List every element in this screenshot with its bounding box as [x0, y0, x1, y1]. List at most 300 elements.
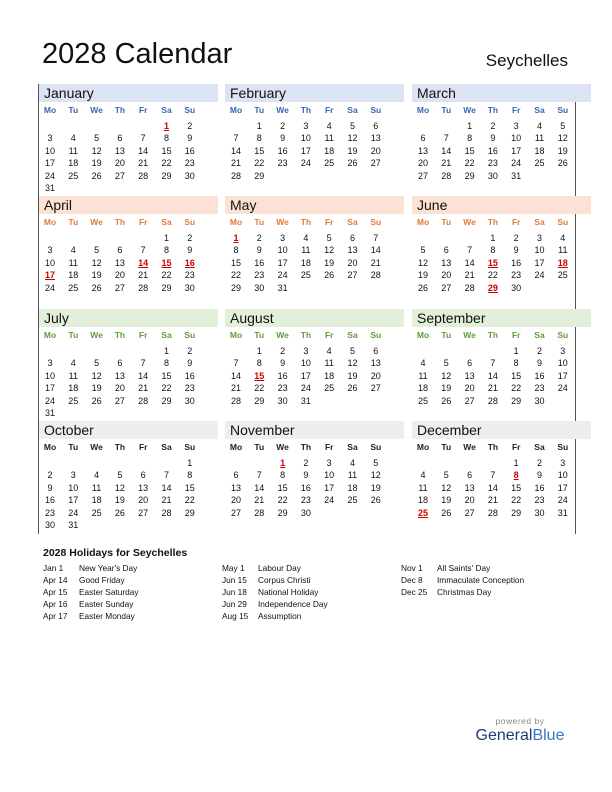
calendar-day[interactable]: 16	[277, 370, 288, 381]
calendar-day[interactable]: 26	[324, 270, 335, 281]
calendar-day[interactable]: 24	[300, 383, 311, 394]
calendar-day[interactable]: 21	[487, 495, 498, 506]
calendar-day[interactable]: 29	[254, 170, 265, 181]
calendar-day[interactable]: 19	[324, 257, 335, 268]
calendar-day[interactable]: 27	[370, 383, 381, 394]
calendar-day[interactable]: 1	[256, 346, 262, 356]
calendar-day[interactable]: 12	[91, 145, 102, 156]
calendar-day[interactable]: 4	[303, 233, 309, 243]
calendar-day[interactable]: 28	[138, 170, 149, 181]
calendar-day[interactable]: 1	[513, 458, 519, 468]
calendar-day[interactable]: 26	[370, 495, 381, 506]
calendar-day[interactable]: 26	[347, 158, 358, 169]
calendar-day[interactable]: 6	[467, 470, 473, 481]
calendar-day[interactable]: 31	[511, 170, 522, 181]
calendar-day[interactable]: 30	[184, 395, 195, 406]
calendar-day[interactable]: 13	[138, 482, 149, 493]
calendar-day[interactable]: 23	[300, 495, 311, 506]
calendar-day[interactable]: 6	[117, 358, 123, 369]
calendar-day[interactable]: 9	[187, 133, 193, 144]
calendar-day[interactable]: 5	[443, 470, 449, 481]
calendar-day[interactable]: 19	[91, 383, 102, 394]
calendar-day[interactable]: 20	[464, 383, 475, 394]
holiday-day[interactable]: 17	[44, 270, 55, 281]
calendar-day[interactable]: 11	[418, 370, 428, 381]
calendar-day[interactable]: 18	[347, 482, 358, 493]
calendar-day[interactable]: 9	[303, 470, 309, 481]
calendar-day[interactable]: 11	[324, 133, 334, 144]
calendar-day[interactable]: 17	[557, 370, 568, 381]
calendar-day[interactable]: 27	[230, 507, 241, 518]
calendar-day[interactable]: 28	[230, 170, 241, 181]
calendar-day[interactable]: 4	[70, 245, 76, 256]
calendar-day[interactable]: 1	[467, 121, 473, 131]
calendar-day[interactable]: 18	[91, 495, 102, 506]
calendar-day[interactable]: 12	[114, 482, 125, 493]
calendar-day[interactable]: 29	[161, 282, 172, 293]
calendar-day[interactable]: 8	[163, 133, 169, 144]
calendar-day[interactable]: 26	[441, 395, 452, 406]
calendar-day[interactable]: 11	[347, 470, 358, 481]
calendar-day[interactable]: 28	[487, 507, 498, 518]
holiday-day[interactable]: 1	[233, 233, 239, 243]
calendar-day[interactable]: 7	[256, 470, 262, 481]
calendar-day[interactable]: 5	[94, 358, 100, 369]
calendar-day[interactable]: 25	[324, 158, 335, 169]
calendar-day[interactable]: 25	[68, 395, 79, 406]
calendar-day[interactable]: 12	[324, 245, 335, 256]
calendar-day[interactable]: 26	[347, 383, 358, 394]
calendar-day[interactable]: 31	[44, 183, 55, 193]
calendar-day[interactable]: 18	[324, 370, 335, 381]
calendar-day[interactable]: 5	[117, 470, 123, 481]
calendar-day[interactable]: 10	[68, 482, 79, 493]
calendar-day[interactable]: 2	[187, 121, 193, 131]
calendar-day[interactable]: 19	[417, 270, 428, 281]
calendar-day[interactable]: 20	[114, 158, 125, 169]
calendar-day[interactable]: 7	[140, 133, 146, 144]
calendar-day[interactable]: 24	[300, 158, 311, 169]
calendar-day[interactable]: 24	[557, 383, 568, 394]
calendar-day[interactable]: 27	[138, 507, 149, 518]
calendar-day[interactable]: 15	[184, 482, 195, 493]
calendar-day[interactable]: 18	[68, 270, 79, 281]
calendar-day[interactable]: 27	[441, 282, 452, 293]
calendar-day[interactable]: 30	[254, 282, 265, 293]
calendar-day[interactable]: 19	[347, 370, 358, 381]
calendar-day[interactable]: 1	[256, 121, 262, 131]
calendar-day[interactable]: 7	[233, 358, 239, 369]
holiday-day[interactable]: 1	[163, 121, 169, 131]
calendar-day[interactable]: 5	[349, 346, 355, 356]
calendar-day[interactable]: 15	[254, 145, 265, 156]
calendar-day[interactable]: 6	[117, 133, 123, 144]
calendar-day[interactable]: 10	[300, 358, 311, 369]
calendar-day[interactable]: 24	[44, 282, 55, 293]
calendar-day[interactable]: 7	[140, 358, 146, 369]
calendar-day[interactable]: 13	[114, 145, 125, 156]
calendar-day[interactable]: 21	[441, 158, 452, 169]
calendar-day[interactable]: 19	[370, 482, 381, 493]
calendar-day[interactable]: 23	[277, 158, 288, 169]
calendar-day[interactable]: 26	[91, 282, 102, 293]
calendar-day[interactable]: 28	[370, 270, 381, 281]
calendar-day[interactable]: 12	[417, 257, 428, 268]
calendar-day[interactable]: 9	[513, 245, 519, 256]
calendar-day[interactable]: 8	[163, 358, 169, 369]
calendar-day[interactable]: 13	[464, 370, 475, 381]
calendar-day[interactable]: 9	[47, 482, 53, 493]
calendar-day[interactable]: 16	[254, 257, 265, 268]
calendar-day[interactable]: 14	[230, 370, 241, 381]
calendar-day[interactable]: 2	[187, 233, 193, 243]
calendar-day[interactable]: 25	[91, 507, 102, 518]
calendar-day[interactable]: 2	[513, 233, 519, 243]
calendar-day[interactable]: 3	[280, 233, 286, 243]
calendar-day[interactable]: 16	[300, 482, 311, 493]
calendar-day[interactable]: 6	[467, 358, 473, 369]
calendar-day[interactable]: 16	[277, 145, 288, 156]
calendar-day[interactable]: 16	[511, 257, 522, 268]
calendar-day[interactable]: 11	[68, 145, 78, 156]
calendar-day[interactable]: 20	[370, 145, 381, 156]
calendar-day[interactable]: 3	[326, 458, 332, 468]
calendar-day[interactable]: 29	[161, 395, 172, 406]
calendar-day[interactable]: 22	[277, 495, 288, 506]
calendar-day[interactable]: 5	[326, 233, 332, 243]
calendar-day[interactable]: 21	[370, 257, 381, 268]
calendar-day[interactable]: 10	[324, 470, 335, 481]
calendar-day[interactable]: 16	[487, 145, 498, 156]
calendar-day[interactable]: 18	[68, 158, 79, 169]
calendar-day[interactable]: 4	[536, 121, 542, 131]
holiday-day[interactable]: 15	[254, 370, 265, 381]
calendar-day[interactable]: 22	[184, 495, 195, 506]
calendar-day[interactable]: 25	[68, 282, 79, 293]
calendar-day[interactable]: 28	[138, 282, 149, 293]
calendar-day[interactable]: 20	[347, 257, 358, 268]
calendar-day[interactable]: 6	[233, 470, 239, 481]
calendar-day[interactable]: 11	[558, 245, 568, 256]
calendar-day[interactable]: 31	[68, 520, 79, 530]
calendar-day[interactable]: 8	[256, 358, 262, 369]
calendar-day[interactable]: 25	[68, 170, 79, 181]
calendar-day[interactable]: 2	[536, 346, 542, 356]
calendar-day[interactable]: 18	[417, 383, 428, 394]
calendar-day[interactable]: 26	[441, 507, 452, 518]
calendar-day[interactable]: 1	[513, 346, 519, 356]
calendar-day[interactable]: 24	[534, 270, 545, 281]
calendar-day[interactable]: 16	[44, 495, 55, 506]
calendar-day[interactable]: 8	[280, 470, 286, 481]
calendar-day[interactable]: 7	[233, 133, 239, 144]
calendar-day[interactable]: 17	[324, 482, 335, 493]
calendar-day[interactable]: 5	[94, 245, 100, 256]
calendar-day[interactable]: 2	[303, 458, 309, 468]
calendar-day[interactable]: 9	[187, 245, 193, 256]
calendar-day[interactable]: 8	[163, 245, 169, 256]
calendar-day[interactable]: 20	[138, 495, 149, 506]
calendar-day[interactable]: 17	[44, 158, 55, 169]
calendar-day[interactable]: 23	[184, 158, 195, 169]
calendar-day[interactable]: 24	[277, 270, 288, 281]
calendar-day[interactable]: 6	[373, 346, 379, 356]
calendar-day[interactable]: 1	[163, 233, 169, 243]
calendar-day[interactable]: 7	[490, 358, 496, 369]
holiday-day[interactable]: 14	[138, 257, 149, 268]
calendar-day[interactable]: 13	[441, 257, 452, 268]
calendar-day[interactable]: 15	[511, 370, 522, 381]
calendar-day[interactable]: 24	[511, 158, 522, 169]
calendar-day[interactable]: 8	[187, 470, 193, 481]
calendar-day[interactable]: 19	[347, 145, 358, 156]
calendar-day[interactable]: 15	[464, 145, 475, 156]
calendar-day[interactable]: 20	[370, 370, 381, 381]
calendar-day[interactable]: 14	[138, 370, 149, 381]
calendar-day[interactable]: 7	[467, 245, 473, 256]
calendar-day[interactable]: 18	[68, 383, 79, 394]
calendar-day[interactable]: 24	[44, 395, 55, 406]
calendar-day[interactable]: 26	[114, 507, 125, 518]
calendar-day[interactable]: 22	[511, 383, 522, 394]
calendar-day[interactable]: 7	[140, 245, 146, 256]
calendar-day[interactable]: 4	[70, 133, 76, 144]
calendar-day[interactable]: 22	[254, 383, 265, 394]
calendar-day[interactable]: 12	[347, 358, 358, 369]
calendar-day[interactable]: 19	[441, 495, 452, 506]
calendar-day[interactable]: 23	[534, 383, 545, 394]
calendar-day[interactable]: 16	[184, 145, 195, 156]
calendar-day[interactable]: 27	[370, 158, 381, 169]
holiday-day[interactable]: 25	[417, 507, 428, 518]
calendar-day[interactable]: 24	[324, 495, 335, 506]
calendar-day[interactable]: 11	[324, 358, 334, 369]
calendar-day[interactable]: 6	[140, 470, 146, 481]
calendar-day[interactable]: 6	[117, 245, 123, 256]
calendar-day[interactable]: 26	[91, 170, 102, 181]
calendar-day[interactable]: 7	[443, 133, 449, 144]
calendar-day[interactable]: 27	[114, 170, 125, 181]
calendar-day[interactable]: 11	[418, 482, 428, 493]
calendar-day[interactable]: 29	[184, 507, 195, 518]
calendar-day[interactable]: 20	[417, 158, 428, 169]
calendar-day[interactable]: 7	[163, 470, 169, 481]
calendar-day[interactable]: 21	[161, 495, 172, 506]
calendar-day[interactable]: 30	[511, 282, 522, 293]
calendar-day[interactable]: 30	[184, 282, 195, 293]
calendar-day[interactable]: 25	[417, 395, 428, 406]
calendar-day[interactable]: 4	[326, 346, 332, 356]
calendar-day[interactable]: 16	[534, 482, 545, 493]
calendar-day[interactable]: 2	[280, 121, 286, 131]
calendar-day[interactable]: 23	[254, 270, 265, 281]
calendar-day[interactable]: 13	[464, 482, 475, 493]
calendar-day[interactable]: 8	[490, 245, 496, 256]
calendar-day[interactable]: 10	[44, 370, 55, 381]
calendar-day[interactable]: 25	[347, 495, 358, 506]
calendar-day[interactable]: 21	[230, 158, 241, 169]
calendar-day[interactable]: 21	[138, 383, 149, 394]
calendar-day[interactable]: 2	[256, 233, 262, 243]
calendar-day[interactable]: 29	[511, 395, 522, 406]
calendar-day[interactable]: 17	[511, 145, 522, 156]
calendar-day[interactable]: 22	[161, 383, 172, 394]
calendar-day[interactable]: 30	[184, 170, 195, 181]
calendar-day[interactable]: 9	[256, 245, 262, 256]
calendar-day[interactable]: 12	[557, 133, 568, 144]
calendar-day[interactable]: 5	[373, 458, 379, 468]
calendar-day[interactable]: 23	[534, 495, 545, 506]
calendar-day[interactable]: 18	[324, 145, 335, 156]
calendar-day[interactable]: 7	[373, 233, 379, 243]
calendar-day[interactable]: 19	[91, 270, 102, 281]
calendar-day[interactable]: 4	[326, 121, 332, 131]
calendar-day[interactable]: 19	[557, 145, 568, 156]
calendar-day[interactable]: 24	[557, 495, 568, 506]
calendar-day[interactable]: 28	[464, 282, 475, 293]
calendar-day[interactable]: 11	[301, 245, 311, 256]
calendar-day[interactable]: 27	[114, 395, 125, 406]
calendar-day[interactable]: 2	[490, 121, 496, 131]
calendar-day[interactable]: 10	[511, 133, 522, 144]
calendar-day[interactable]: 19	[114, 495, 125, 506]
calendar-day[interactable]: 16	[184, 370, 195, 381]
calendar-day[interactable]: 5	[560, 121, 566, 131]
calendar-day[interactable]: 22	[487, 270, 498, 281]
calendar-day[interactable]: 15	[161, 370, 172, 381]
calendar-day[interactable]: 21	[138, 270, 149, 281]
calendar-day[interactable]: 15	[277, 482, 288, 493]
calendar-day[interactable]: 17	[68, 495, 79, 506]
calendar-day[interactable]: 10	[557, 358, 568, 369]
calendar-day[interactable]: 28	[230, 395, 241, 406]
calendar-day[interactable]: 17	[300, 145, 311, 156]
calendar-day[interactable]: 5	[420, 245, 426, 256]
calendar-day[interactable]: 20	[441, 270, 452, 281]
calendar-day[interactable]: 18	[300, 257, 311, 268]
calendar-day[interactable]: 5	[443, 358, 449, 369]
calendar-day[interactable]: 11	[68, 257, 78, 268]
calendar-day[interactable]: 9	[536, 470, 542, 481]
calendar-day[interactable]: 3	[47, 358, 53, 369]
calendar-day[interactable]: 2	[280, 346, 286, 356]
calendar-day[interactable]: 14	[487, 482, 498, 493]
calendar-day[interactable]: 27	[417, 170, 428, 181]
calendar-day[interactable]: 3	[560, 346, 566, 356]
calendar-day[interactable]: 17	[300, 370, 311, 381]
calendar-day[interactable]: 12	[441, 482, 452, 493]
holiday-day[interactable]: 29	[487, 282, 498, 293]
holiday-day[interactable]: 16	[184, 257, 195, 268]
calendar-day[interactable]: 9	[536, 358, 542, 369]
calendar-day[interactable]: 12	[370, 470, 381, 481]
calendar-day[interactable]: 6	[373, 121, 379, 131]
calendar-day[interactable]: 3	[536, 233, 542, 243]
calendar-day[interactable]: 29	[511, 507, 522, 518]
calendar-day[interactable]: 14	[230, 145, 241, 156]
calendar-day[interactable]: 30	[534, 507, 545, 518]
calendar-day[interactable]: 15	[230, 257, 241, 268]
calendar-day[interactable]: 25	[324, 383, 335, 394]
calendar-day[interactable]: 22	[511, 495, 522, 506]
calendar-day[interactable]: 3	[560, 458, 566, 468]
calendar-day[interactable]: 12	[441, 370, 452, 381]
calendar-day[interactable]: 1	[490, 233, 496, 243]
calendar-day[interactable]: 4	[420, 358, 426, 369]
calendar-day[interactable]: 22	[230, 270, 241, 281]
calendar-day[interactable]: 10	[44, 145, 55, 156]
calendar-day[interactable]: 14	[487, 370, 498, 381]
calendar-day[interactable]: 25	[300, 270, 311, 281]
calendar-day[interactable]: 29	[464, 170, 475, 181]
calendar-day[interactable]: 21	[138, 158, 149, 169]
calendar-day[interactable]: 10	[534, 245, 545, 256]
calendar-day[interactable]: 25	[534, 158, 545, 169]
calendar-day[interactable]: 3	[513, 121, 519, 131]
calendar-day[interactable]: 5	[94, 133, 100, 144]
calendar-day[interactable]: 26	[557, 158, 568, 169]
brand-logo[interactable]	[470, 716, 570, 745]
calendar-day[interactable]: 22	[161, 270, 172, 281]
calendar-day[interactable]: 14	[138, 145, 149, 156]
calendar-day[interactable]: 30	[300, 507, 311, 518]
calendar-day[interactable]: 17	[534, 257, 545, 268]
calendar-day[interactable]: 24	[68, 507, 79, 518]
calendar-day[interactable]: 13	[370, 133, 381, 144]
calendar-day[interactable]: 13	[114, 370, 125, 381]
calendar-day[interactable]: 6	[349, 233, 355, 243]
calendar-day[interactable]: 4	[560, 233, 566, 243]
calendar-day[interactable]: 4	[94, 470, 100, 481]
calendar-day[interactable]: 31	[277, 282, 288, 293]
calendar-day[interactable]: 28	[487, 395, 498, 406]
calendar-day[interactable]: 22	[464, 158, 475, 169]
calendar-day[interactable]: 3	[303, 346, 309, 356]
calendar-day[interactable]: 3	[47, 133, 53, 144]
calendar-day[interactable]: 31	[557, 507, 568, 518]
calendar-day[interactable]: 19	[441, 383, 452, 394]
calendar-day[interactable]: 13	[417, 145, 428, 156]
calendar-day[interactable]: 28	[254, 507, 265, 518]
calendar-day[interactable]: 27	[464, 507, 475, 518]
calendar-day[interactable]: 9	[490, 133, 496, 144]
calendar-day[interactable]: 4	[420, 470, 426, 481]
calendar-day[interactable]: 18	[534, 145, 545, 156]
calendar-day[interactable]: 27	[347, 270, 358, 281]
calendar-day[interactable]: 8	[233, 245, 239, 256]
calendar-day[interactable]: 17	[277, 257, 288, 268]
calendar-day[interactable]: 23	[44, 507, 55, 518]
calendar-day[interactable]: 28	[441, 170, 452, 181]
calendar-day[interactable]: 12	[91, 257, 102, 268]
calendar-day[interactable]: 26	[417, 282, 428, 293]
calendar-day[interactable]: 23	[487, 158, 498, 169]
calendar-day[interactable]: 27	[114, 282, 125, 293]
calendar-day[interactable]: 30	[44, 520, 55, 530]
calendar-day[interactable]: 3	[303, 121, 309, 131]
calendar-day[interactable]: 8	[467, 133, 473, 144]
holiday-day[interactable]: 15	[161, 257, 172, 268]
calendar-day[interactable]: 13	[114, 257, 125, 268]
calendar-day[interactable]: 23	[277, 383, 288, 394]
calendar-day[interactable]: 29	[277, 507, 288, 518]
calendar-day[interactable]: 20	[464, 495, 475, 506]
calendar-day[interactable]: 7	[490, 470, 496, 481]
calendar-day[interactable]: 6	[443, 245, 449, 256]
calendar-day[interactable]: 4	[70, 358, 76, 369]
calendar-day[interactable]: 21	[254, 495, 265, 506]
calendar-day[interactable]: 31	[44, 408, 55, 418]
